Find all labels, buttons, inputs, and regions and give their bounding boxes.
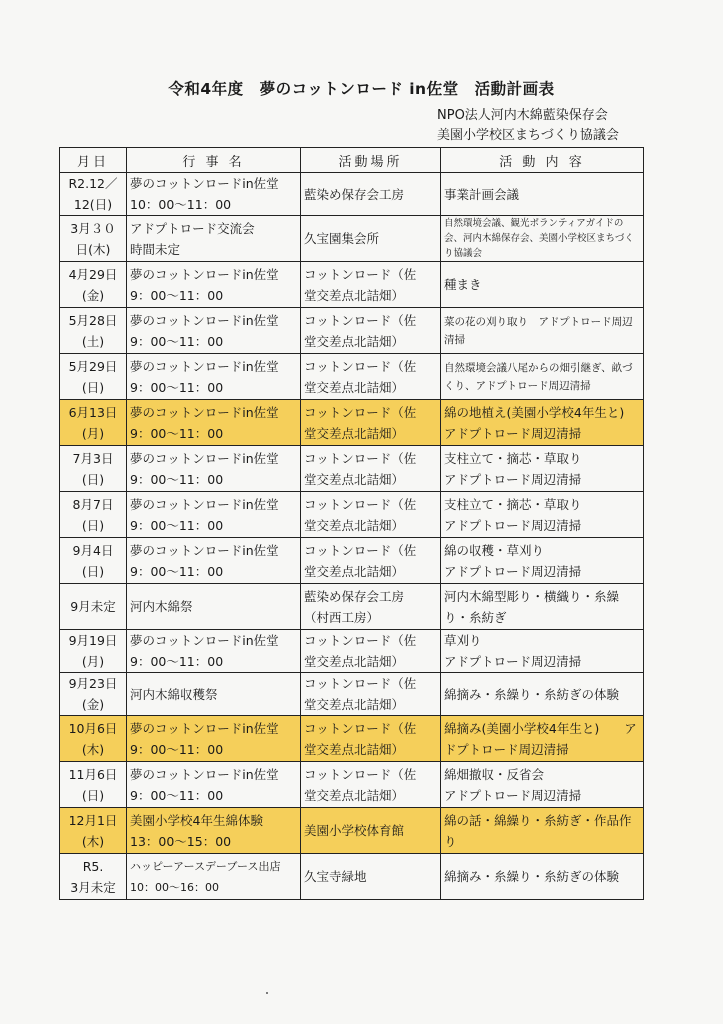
table-row [60,716,644,762]
row-place: コットンロード（佐 堂交差点北詰畑） [301,262,441,308]
row-content: 支柱立て・摘芯・草取り アドプトロード周辺清掃 [441,492,644,538]
header-date: 月日 [60,148,127,173]
organization-1: NPO法人河内木綿藍染保存会 [437,108,608,123]
row-event: 美園小学校4年生綿体験 13：00～15：00 [127,808,301,854]
row-content: 綿畑撤収・反省会 アドプトロード周辺清掃 [441,762,644,808]
row-date: 9月23日 (金) [60,673,127,716]
table-row [60,216,644,262]
row-content: 綿の話・綿繰り・糸紡ぎ・作品作 り [441,808,644,854]
row-event: 夢のコットンロードin佐堂 9：00～11：00 [127,630,301,673]
row-date: 11月6日 (日) [60,762,127,808]
row-event: 夢のコットンロードin佐堂 10：00～11：00 [127,173,301,216]
table-row [60,492,644,538]
paper-speck [266,992,268,994]
row-content: 支柱立て・摘芯・草取り アドプトロード周辺清掃 [441,446,644,492]
row-date: R5. 3月未定 [60,854,127,900]
row-date: 12月1日 (木) [60,808,127,854]
row-date: 10月6日 (木) [60,716,127,762]
row-content: 菜の花の刈り取り アドプトロード周辺 清掃 [441,308,644,354]
page-title: 令和4年度 夢のコットンロード in佐堂 活動計画表 [168,80,555,98]
table-row [60,854,644,900]
row-place: 美園小学校体育館 [301,808,441,854]
row-event: 夢のコットンロードin佐堂 9：00～11：00 [127,262,301,308]
table-row [60,808,644,854]
row-date: 5月29日 (日) [60,354,127,400]
row-event: 夢のコットンロードin佐堂 9：00～11：00 [127,400,301,446]
row-place: コットンロード（佐 堂交差点北詰畑） [301,630,441,673]
row-content: 綿の地植え(美園小学校4年生と) アドプトロード周辺清掃 [441,400,644,446]
row-content: 種まき [441,262,644,308]
row-event: 夢のコットンロードin佐堂 9：00～11：00 [127,716,301,762]
row-date: 3月３０ 日(木) [60,216,127,262]
table-header-row [60,148,644,173]
row-event: 夢のコットンロードin佐堂 9：00～11：00 [127,762,301,808]
header-place: 活動場所 [301,148,441,173]
row-event: 河内木綿収穫祭 [127,673,301,716]
row-content: 綿摘み・糸繰り・糸紡ぎの体験 [441,854,644,900]
row-event: 夢のコットンロードin佐堂 9：00～11：00 [127,538,301,584]
activity-plan-table [59,147,644,900]
row-place: 久宝園集会所 [301,216,441,262]
row-place: コットンロード（佐 堂交差点北詰畑） [301,716,441,762]
row-place: コットンロード（佐 堂交差点北詰畑） [301,673,441,716]
row-event: 河内木綿祭 [127,584,301,630]
row-place: コットンロード（佐 堂交差点北詰畑） [301,538,441,584]
row-date: 4月29日 (金) [60,262,127,308]
row-content: 自然環境会議八尾からの畑引継ぎ、畝づ くり、アドプトロード周辺清掃 [441,354,644,400]
row-date: 6月13日 (月) [60,400,127,446]
row-place: コットンロード（佐 堂交差点北詰畑） [301,492,441,538]
row-content: 綿摘み(美園小学校4年生と) ア ドプトロード周辺清掃 [441,716,644,762]
row-content: 河内木綿型彫り・横織り・糸繰 り・糸紡ぎ [441,584,644,630]
row-event: 夢のコットンロードin佐堂 9：00～11：00 [127,492,301,538]
row-content: 事業計画会議 [441,173,644,216]
row-place: 藍染め保存会工房 （村西工房） [301,584,441,630]
row-content: 綿摘み・糸繰り・糸紡ぎの体験 [441,673,644,716]
row-content: 草刈り アドプトロード周辺清掃 [441,630,644,673]
table-row [60,446,644,492]
row-date: 7月3日 (日) [60,446,127,492]
table-row [60,308,644,354]
row-date: 9月19日 (月) [60,630,127,673]
row-place: コットンロード（佐 堂交差点北詰畑） [301,446,441,492]
table-row [60,262,644,308]
row-date: 9月4日 (日) [60,538,127,584]
header-content: 活 動 内 容 [441,148,644,173]
row-content: 綿の収穫・草刈り アドプトロード周辺清掃 [441,538,644,584]
row-place: コットンロード（佐 堂交差点北詰畑） [301,308,441,354]
table-row [60,400,644,446]
row-place: 久宝寺緑地 [301,854,441,900]
row-date: 8月7日 (日) [60,492,127,538]
row-event: アドプトロード交流会 時間未定 [127,216,301,262]
row-event: ハッピーアースデーブース出店 10：00～16：00 [127,854,301,900]
table-row [60,630,644,673]
row-event: 夢のコットンロードin佐堂 9：00～11：00 [127,446,301,492]
table-row [60,354,644,400]
header-event: 行 事 名 [127,148,301,173]
row-event: 夢のコットンロードin佐堂 9：00～11：00 [127,308,301,354]
row-content: 自然環境会議、観光ボランティアガイドの 会、河内木綿保存会、美園小学校区まちづく り協議会 [441,216,644,262]
table-row [60,673,644,716]
row-place: コットンロード（佐 堂交差点北詰畑） [301,400,441,446]
row-event: 夢のコットンロードin佐堂 9：00～11：00 [127,354,301,400]
row-place: コットンロード（佐 堂交差点北詰畑） [301,762,441,808]
row-place: コットンロード（佐 堂交差点北詰畑） [301,354,441,400]
table-row [60,762,644,808]
row-date: R2.12／ 12(日) [60,173,127,216]
table-row [60,538,644,584]
row-date: 5月28日 (土) [60,308,127,354]
row-date: 9月未定 [60,584,127,630]
table-row [60,173,644,216]
row-place: 藍染め保存会工房 [301,173,441,216]
organization-2: 美園小学校区まちづくり協議会 [437,128,619,143]
table-row [60,584,644,630]
